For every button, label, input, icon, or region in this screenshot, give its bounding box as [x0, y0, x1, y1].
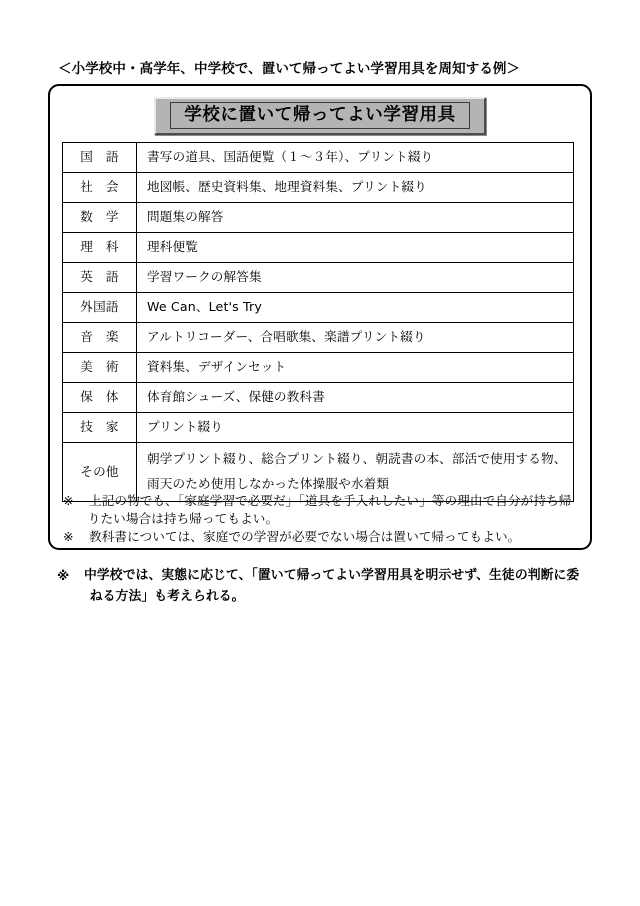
- subject-items: [137, 263, 574, 293]
- outer-note-text: [84, 566, 587, 607]
- subject-items: [137, 233, 574, 263]
- footnote-line: りたい場合は持ち帰ってもよい。: [87, 510, 279, 526]
- items-line: 雨天のため使用しなかった体操服や水着類: [147, 476, 390, 491]
- table-row: [63, 143, 574, 173]
- title-banner-inner: [170, 102, 470, 129]
- reference-mark-icon: ※: [57, 568, 70, 583]
- subject-items: [137, 293, 574, 323]
- banner-title-text: 学校に置いて帰ってよい学習用具: [184, 105, 456, 125]
- items-line: 問題集の解答: [147, 209, 224, 225]
- footnote-text: [89, 492, 583, 528]
- table-row: [63, 203, 574, 233]
- reference-mark-icon: ※: [63, 493, 74, 508]
- table-row: [63, 323, 574, 353]
- subject-label: 数 学: [63, 203, 137, 233]
- items-line: 地図帳、歴史資料集、地理資料集、プリント綴り: [147, 179, 427, 195]
- box-footnotes: [63, 492, 583, 546]
- table-row: [63, 233, 574, 263]
- subject-label: その他: [63, 443, 137, 502]
- subject-items: [137, 143, 574, 173]
- table-row: [63, 413, 574, 443]
- items-line: 書写の道具、国語便覧（１～３年）、プリント綴り: [147, 149, 434, 165]
- table-row: [63, 383, 574, 413]
- subject-label: 技 家: [63, 413, 137, 443]
- table-row: [63, 173, 574, 203]
- notice-box: [48, 84, 592, 550]
- reference-mark-icon: ※: [63, 528, 74, 544]
- outer-note-line: 中学校では、実態に応じて、「置いて帰ってよい学習用具を明示せず、生徒の判断に委: [84, 568, 580, 583]
- banner-container: [50, 97, 590, 135]
- outer-note: [57, 566, 587, 607]
- subject-label: 保 体: [63, 383, 137, 413]
- items-line: プリント綴り: [147, 419, 223, 435]
- subject-label: 社 会: [63, 173, 137, 203]
- outer-note-line: ねる方法」も考えられる。: [89, 588, 245, 604]
- items-line: 資料集、デザインセット: [147, 359, 287, 375]
- items-line: アルトリコーダー、合唱歌集、楽譜プリント綴り: [147, 329, 426, 345]
- subject-table: [62, 142, 574, 502]
- table-row: [63, 293, 574, 323]
- subject-table-body: [63, 143, 574, 502]
- footnote: [63, 492, 583, 528]
- subject-label: 外国語: [63, 293, 137, 323]
- page-title: ＜小学校中・高学年、中学校で、置いて帰ってよい学習用具を周知する例＞: [58, 61, 521, 77]
- subject-items: [137, 413, 574, 443]
- subject-items: [137, 173, 574, 203]
- footnote-line: 教科書については、家庭での学習が必要でない場合は置いて帰ってもよい。: [89, 528, 521, 544]
- table-row: [63, 263, 574, 293]
- subject-items: [137, 383, 574, 413]
- footnote-text: [89, 528, 583, 546]
- items-line: 朝学プリント綴り、総合プリント綴り、朝読書の本、部活で使用する物、: [147, 451, 567, 467]
- items-line: We Can、Let's Try: [147, 299, 262, 315]
- items-line: 学習ワークの解答集: [147, 269, 262, 285]
- subject-items: [137, 323, 574, 353]
- subject-label: 理 科: [63, 233, 137, 263]
- subject-label: 国 語: [63, 143, 137, 173]
- items-line: 体育館シューズ、保健の教科書: [147, 389, 325, 405]
- subject-items: [137, 353, 574, 383]
- footnote: [63, 528, 583, 546]
- items-line: 理科便覧: [147, 239, 198, 255]
- subject-label: 英 語: [63, 263, 137, 293]
- subject-label: 美 術: [63, 353, 137, 383]
- title-banner: [154, 97, 486, 135]
- footnote-line: 上記の物でも、「家庭学習で必要だ」「道具を手入れしたい」等の理由で自分が持ち帰: [89, 493, 572, 508]
- subject-items: [137, 203, 574, 233]
- subject-label: 音 楽: [63, 323, 137, 353]
- table-row: [63, 353, 574, 383]
